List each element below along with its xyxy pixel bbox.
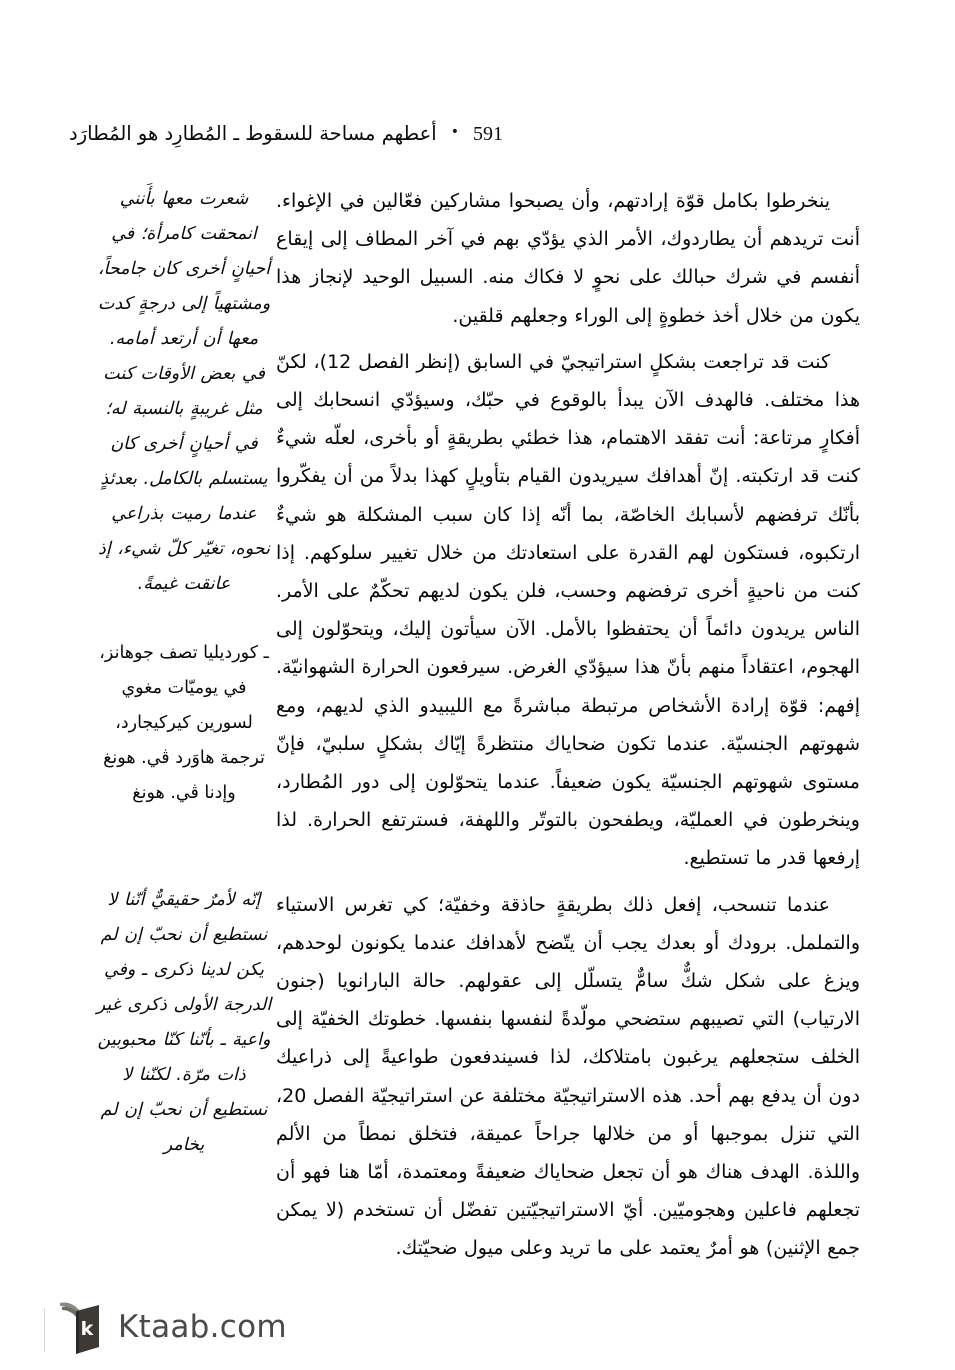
svg-text:k: k xyxy=(80,1318,94,1340)
watermark-brand-text: Ktaab.com xyxy=(118,1308,287,1345)
running-header xyxy=(69,122,503,156)
margin-quote-two: إنّه لأمرٌ حقيقيٌّ أنّنا لا نستطيع أن نحبّ إن لم يكن لدينا ذكرى ـ وفي الدرجة الأولى ذكرى غير واعية ـ بأنّنا كنّا محبوبين ذات مرّة. لكنّنا لا نستطيع أن نحبّ إن لم يخامر xyxy=(96,890,272,1155)
watermark-divider-rule xyxy=(44,1308,45,1352)
margin-notes-spacer xyxy=(96,811,272,883)
margin-quote-attribution: ـ كورديليا تصف جوهانز، في يوميّات مغوي لسورين كيركيجارد، ترجمة هاوَرد ڤي. هونغ وإدنا ڤي. هونغ xyxy=(99,643,269,803)
body-paragraph: ينخرطوا بكامل قوّة إرادتهم، وأن يصبحوا مشاركين فعّالين في الإغواء. أنت تريدهم أن يطاردوك، الأمر الذي يؤدّي بهم في آخر المطاف إلى إيقاع أنفسم في شرك حبالك على نحوٍ لا فكاك منه. السبيل الوحيد لإنجاز هذا يكون من خلال أخذ خطوةٍ إلى الوراء وجعلهم قلقين. xyxy=(276,190,860,327)
body-paragraph: كنت قد تراجعت بشكلٍ استراتيجيّ في السابق (إنظر الفصل 12)، لكنّ هذا مختلف. فالهدف الآن يبدأ بالوقوع في حبّك، وسيؤدّي انسحابك إلى أفكارٍ مرتاعة: أنت تفقد الاهتمام، هذا خطئي بطريقةٍ أو بأخرى، لعلّه شيءٌ كنت قد ارتكبته. إنّ أهدافك سيريدون القيام بتأويلٍ كهذا بدلاً من أن يفكّروا بأنّك ترفضهم لأسبابك الخاصّة، بما أنّه إذا كان سبب المشكلة هو شيءٌ ارتكبوه، فستكون لهم القدرة على استعادتك من خلال تغيير سلوكهم. إذا كنت من ناحيةٍ أخرى ترفضهم وحسب، فلن يكون لديهم تحكّمٌ على الأمر. الناس يريدون دائماً أن يحتفظوا بالأمل. الآن سيأتون إليك، ويتحوّلون إلى الهجوم، اعتقاداً منهم بأنّ هذا سيؤدّي الغرض. سيرفعون الحرارة الشهوانيّة. إفهم: قوّة إرادة الأشخاص مرتبطة مباشرةً مع الليبيدو الذي لديهم، ومع شهوتهم الجنسيّة. عندما تكون ضحاياك منتظرةً إيّاك بشكلٍ سلبيّ، فإنّ مستوى شهوتهم الجنسيّة يكون ضعيفاً. عندما يتحوّلون إلى دور المُطارد، وينخرطون في العمليّة، ويطفحون بالتوتّر واللهفة، فسترتفع الحرارة. لذا إرفعها قدر ما تستطيع. xyxy=(276,350,860,870)
main-text-column xyxy=(276,182,860,1276)
header-separator-bullet: • xyxy=(450,124,459,140)
watermark xyxy=(58,1296,287,1358)
book-icon xyxy=(58,1299,104,1355)
margin-notes-column xyxy=(96,182,272,1163)
margin-quote-one: شعرت معها بأَنني انمحقت كامرأة؛ في أحيانٍ أخرى كان جامحاً، ومشتهياً إلى درجةٍ كدت معها أن أرتعد أمامه. في بعض الأوقات كنت مثل غريبةٍ بالنسبة له؛ في أحيانٍ أخرى كان يستسلم بالكامل. بعدئذٍ عندما رميت بذراعي نحوه، تغيّر كلّ شيء، إذ عانقت غيمةً. xyxy=(97,189,271,594)
header-chapter-title: أعطهم مساحة للسقوط ـ المُطارِد هو المُطارَد xyxy=(69,122,437,145)
page-number: 591 xyxy=(473,123,503,145)
body-paragraph: عندما تنسحب، إفعل ذلك بطريقةٍ حاذقة وخفيّة؛ كي تغرس الاستياء والتململ. برودك أو بعدك يجب أن يتّضح لأهدافك عندما يكونون لوحدهم، ويزغ على شكل شكٌّ سامٌّ يتسلّل إلى عقولهم. حالة البارانويا (جنون الارتياب) التي تصيبهم ستضحي مولّدةً لنفسها بنفسها. خطوتك الخفيّة إلى الخلف ستجعلهم يرغبون بامتلاكك، لذا فسيندفعون طواعيةً إلى ذراعيك دون أن يدفع بهم أحد. هذه الاستراتيجيّة مختلفة عن استراتيجيّة الفصل 20، التي تنزل بموجبها أو من خلالها جراحاً عميقة، فتخلق نمطاً من الألم واللذة. الهدف هناك هو أن تجعل ضحاياك ضعيفةً ومعتمدة، أمّا هنا فهو أن تجعلهم فاعلين وهجوميّين. أيّ الاستراتيجيّتين تفضّل أن تستخدم (لا يمكن جمع الإثنين) هو أمرٌ يعتمد على ما تريد وعلى ميول ضحيّتك. xyxy=(276,893,860,1260)
